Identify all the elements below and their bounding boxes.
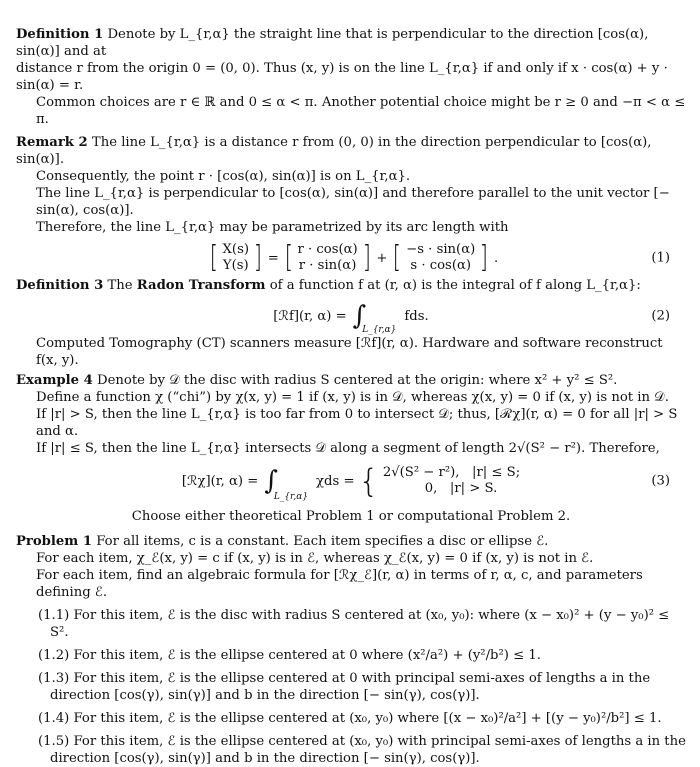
- problem-item: [16, 733, 686, 767]
- vector-direction-top: −s · sin(α): [406, 242, 476, 257]
- equals-sign: =: [267, 250, 279, 266]
- vector-point-top: r · cos(α): [297, 242, 358, 257]
- problem-item-label: (1.1): [38, 608, 70, 623]
- cases-brace: {: [358, 462, 379, 500]
- problem-1-heading: Problem 1: [16, 534, 93, 549]
- example-4-line-4: If |r| ≤ S, then the line L_{r,α} intersects 𝒟 along a segment of length 2√(S² − r²). Therefore,: [36, 441, 660, 456]
- remark-2-line-4: Therefore, the line L_{r,α} may be parametrized by its arc length with: [36, 220, 509, 235]
- equation-1: [16, 239, 686, 277]
- definition-1-heading: Definition 1: [16, 27, 104, 42]
- ct-sentence: Computed Tomography (CT) scanners measure [ℛf](r, α). Hardware and software reconstruct f(x, y).: [36, 336, 663, 368]
- remark-2-line-1: The line L_{r,α} is a distance r from (0, 0) in the direction perpendicular to [cos(α), sin(α)].: [16, 135, 652, 167]
- problem-item: [16, 670, 686, 704]
- equation-1-period: .: [493, 250, 499, 266]
- remark-2: [16, 134, 686, 236]
- equation-2-lhs: [ℛf](r, α) =: [273, 308, 347, 324]
- vector-point: [ r · cos(α) r · sin(α) ]: [284, 240, 371, 275]
- example-4-line-3: If |r| > S, then the line L_{r,α} is too far from 0 to intersect 𝒟; thus, [ℛχ](r, α) = 0 for all |r| > S and α.: [36, 407, 678, 439]
- vector-xy-bottom: Y(s): [222, 258, 249, 273]
- vector-xy-top: X(s): [222, 242, 249, 257]
- definition-3-text-before: The: [107, 278, 133, 293]
- integral-subscript: L_{r,α}: [362, 325, 397, 335]
- integral-subscript: L_{r,α}: [273, 492, 309, 502]
- equation-number-2: (2): [651, 308, 670, 324]
- definition-3-heading: Definition 3: [16, 278, 104, 293]
- problem-1-line-1: For all items, c is a constant. Each item specifies a disc or ellipse ℰ.: [96, 534, 549, 549]
- problem-item: [16, 607, 686, 641]
- problem-item-text: For this item, ℰ is the ellipse centered at 0 with principal semi-axes of lengths a in the direction [cos(γ), sin(γ)] and b in the direction [− sin(γ), cos(γ)].: [50, 671, 651, 703]
- vector-point-bottom: r · sin(α): [298, 258, 357, 273]
- problem-item-label: (1.5): [38, 734, 70, 749]
- vector-direction: [ −s · sin(α) s · cos(α) ]: [393, 240, 489, 275]
- problem-item: [16, 647, 686, 664]
- radon-transform-term: Radon Transform: [136, 278, 266, 293]
- plus-sign: +: [376, 250, 388, 266]
- problem-item-text: For this item, ℰ is the disc with radius S centered at (x₀, y₀): where (x − x₀)² + (y − y₀)² ≤ S².: [50, 608, 670, 640]
- remark-2-heading: Remark 2: [16, 135, 88, 150]
- equation-number-1: (1): [651, 250, 670, 266]
- example-4: [16, 372, 686, 457]
- definition-1-line-3: Common choices are r ∈ ℝ and 0 ≤ α < π. Another potential choice might be r ≥ 0 and −π < α ≤ π.: [36, 95, 686, 127]
- definition-1-line-2: distance r from the origin 0 = (0, 0). Thus (x, y) is on the line L_{r,α} if and only if x · cos(α) + y · sin(α) = r.: [16, 61, 668, 93]
- problem-item: [16, 710, 686, 727]
- equation-3-middle: χds =: [316, 473, 355, 489]
- example-4-line-1: Denote by 𝒟 the disc with radius S centered at the origin: where x² + y² ≤ S².: [97, 373, 618, 388]
- example-4-line-2: Define a function χ (“chi”) by χ(x, y) = 1 if (x, y) is in 𝒟, whereas χ(x, y) = 0 if (x, y) is not in 𝒟.: [36, 390, 669, 405]
- case-inside: 2√(S² − r²), |r| ≤ S;: [382, 465, 521, 480]
- definition-1: [16, 26, 686, 128]
- problem-item-text: For this item, ℰ is the ellipse centered at 0 where (x²/a²) + (y²/b²) ≤ 1.: [73, 648, 541, 663]
- equation-number-3: (3): [651, 473, 670, 489]
- integral-sign: ∫: [264, 466, 278, 496]
- problem-item-label: (1.2): [38, 648, 70, 663]
- problem-1-line-3: For each item, find an algebraic formula for [ℛχ_ℰ](r, α) in terms of r, α, c, and parameters defining ℰ.: [36, 568, 643, 600]
- vector-xy: [ X(s) Y(s) ]: [209, 240, 262, 275]
- remark-2-line-2: Consequently, the point r · [cos(α), sin(α)] is on L_{r,α}.: [36, 169, 411, 184]
- equation-3: [16, 460, 686, 502]
- problem-item-text: For this item, ℰ is the ellipse centered at (x₀, y₀) with principal semi-axes of lengths a in the direction [cos(γ), sin(γ)] and b in the direction [− sin(γ), cos(γ)].: [50, 734, 686, 766]
- choose-sentence: Choose either theoretical Problem 1 or computational Problem 2.: [131, 509, 571, 524]
- problem-1-line-2: For each item, χ_ℰ(x, y) = c if (x, y) is in ℰ, whereas χ_ℰ(x, y) = 0 if (x, y) is not in ℰ.: [36, 551, 594, 566]
- problem-item-label: (1.3): [38, 671, 70, 686]
- example-4-heading: Example 4: [16, 373, 93, 388]
- integral-sign: ∫: [352, 301, 367, 331]
- vector-direction-bottom: s · cos(α): [410, 258, 472, 273]
- definition-1-line-1: Denote by L_{r,α} the straight line that is perpendicular to the direction [cos(α), sin(α)] and at: [16, 27, 649, 59]
- equation-2-rhs: fds.: [404, 308, 429, 324]
- problem-item-text: For this item, ℰ is the ellipse centered at (x₀, y₀) where [(x − x₀)²/a²] + [(y − y₀)²/b²] ≤ 1.: [73, 711, 662, 726]
- cases-block: [383, 465, 520, 497]
- definition-3: [16, 277, 686, 294]
- problem-item-label: (1.4): [38, 711, 70, 726]
- equation-2: [16, 297, 686, 335]
- definition-3-text-after: of a function f at (r, α) is the integral of f along L_{r,α}:: [269, 278, 641, 293]
- case-outside: 0, |r| > S.: [382, 481, 498, 496]
- equation-3-lhs: [ℛχ](r, α) =: [181, 473, 259, 489]
- remark-2-line-3: The line L_{r,α} is perpendicular to [cos(α), sin(α)] and therefore parallel to the unit vector [− sin(α), cos(α)].: [36, 186, 670, 218]
- problem-1: [16, 533, 686, 767]
